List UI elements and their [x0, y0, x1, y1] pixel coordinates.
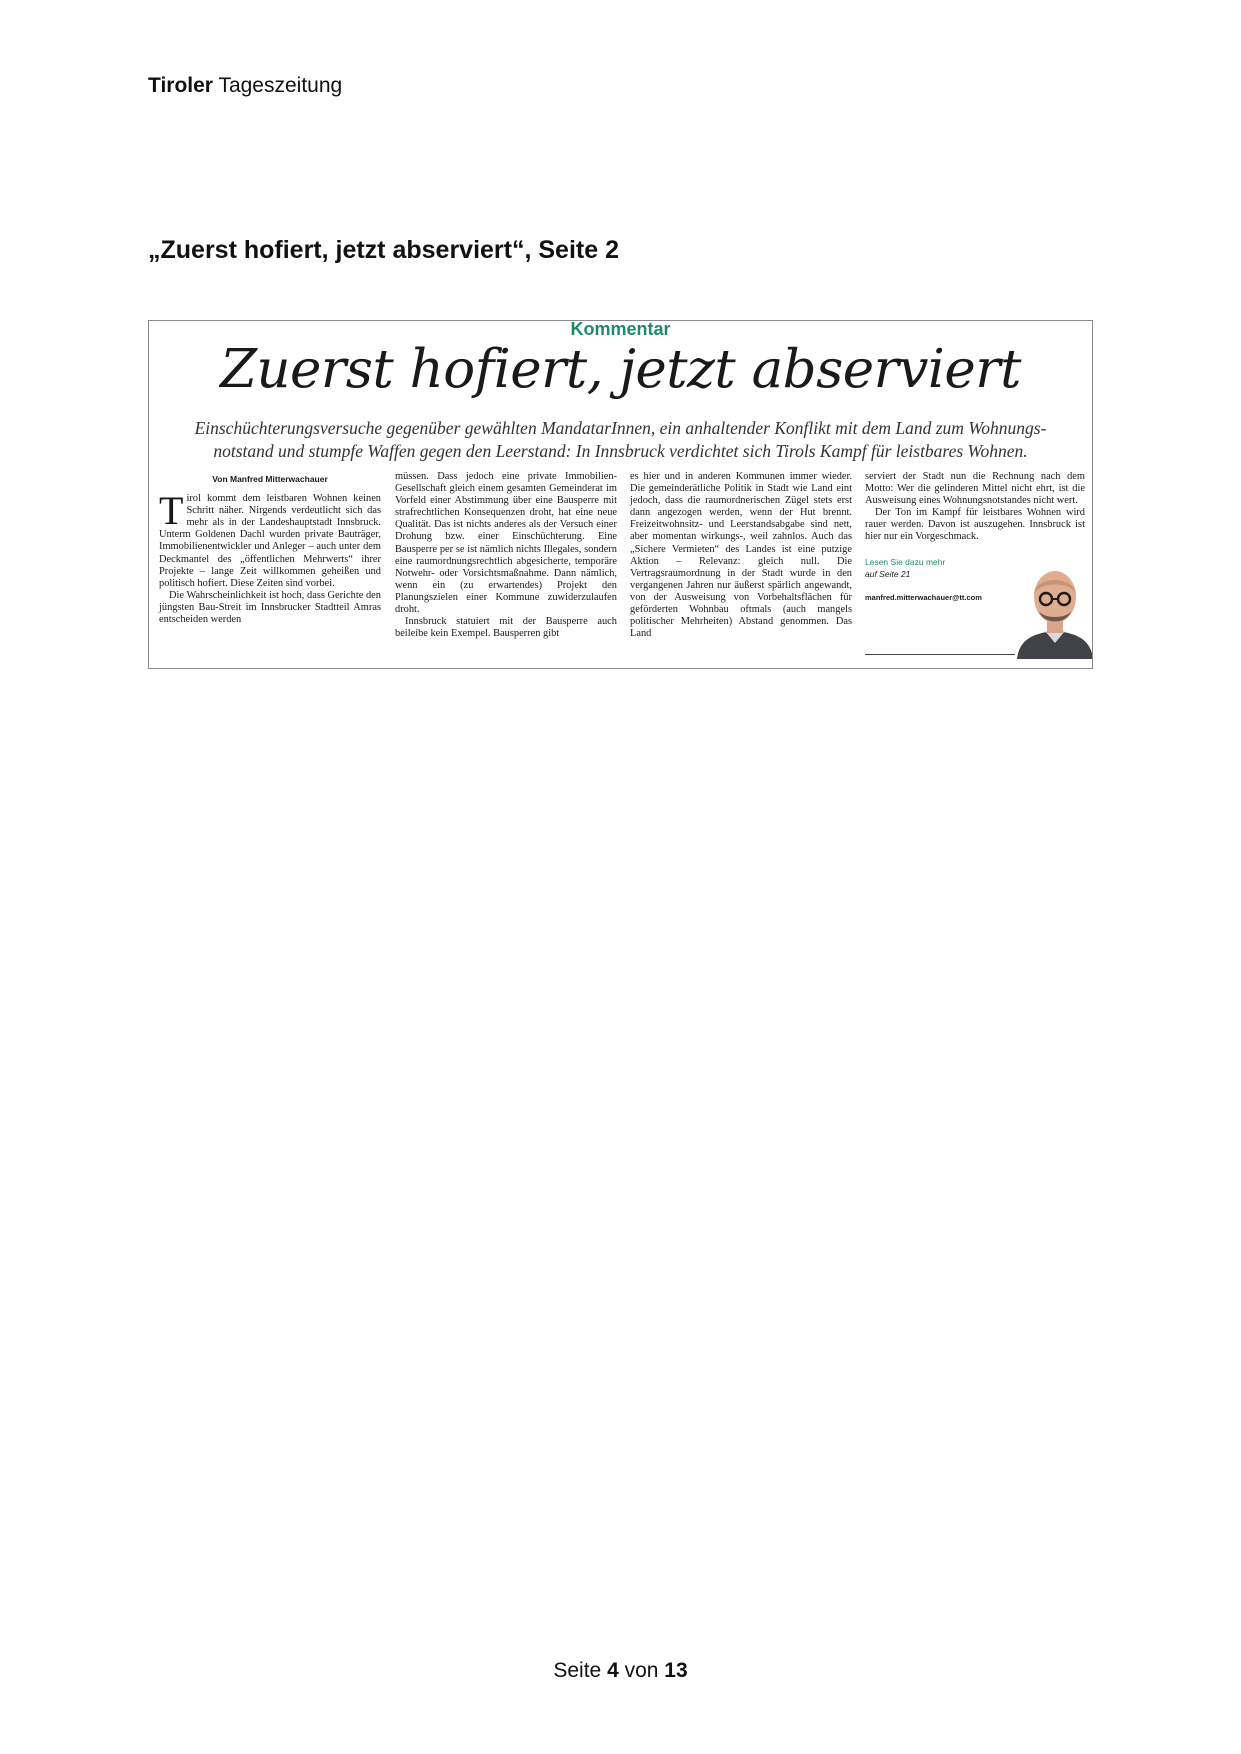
byline: Von Manfred Mitterwachauer — [212, 474, 328, 484]
masthead-brand-bold: Tiroler — [148, 74, 213, 97]
footer-prefix: Seite — [553, 1659, 602, 1682]
column-3-paragraph-1: es hier und in anderen Kommunen immer wieder. Die gemeinderätliche Politik in Stadt wie Land eint jedoch, dass die raumordnerischen Zügel stets erst dann angezogen werden, wenn der Hut brennt. Freizeitwohnsitz- und Leerstandsabgabe sind nett, aber momentan wirkungs-, weil zahnlos. Auch das „Sichere Vermieten“ des Landes ist eine putzige Aktion – Relevanz: gleich null. Die Vertragsraumordnung in der Stadt wurde in den vergangenen Jahren nur äußerst spärlich angewandt, von der Ausweisung von Vorbehaltsflächen für geförderten Wohnbau oftmals (auch mangels politischer Mehrheiten) Abstand genommen. Das Land — [630, 471, 852, 640]
page-headline: „Zuerst hofiert, jetzt abserviert“, Seite 2 — [148, 236, 619, 264]
article-lead — [159, 417, 1082, 463]
footer-current-page: 4 — [607, 1659, 619, 1682]
column-1-paragraph-2: Die Wahrscheinlichkeit ist hoch, dass Gerichte den jüngsten Bau-Streit im Innsbrucker Stadtteil Amras entscheiden werden — [159, 589, 381, 626]
column-1-paragraph-1-text: irol kommt dem leistbaren Wohnen keinen Schritt näher. Nirgends verdeutlicht sich das mehr als in der Landeshauptstadt Innsbruck. Unterm Goldenen Dachl wurden private Bauträger, Immobilienentwickler und Anleger – auch unter dem Deckmantel des „öffentlichen Mehrwerts“ ihrer Projekte – lange Zeit willkommen geheißen und politisch hofiert. Diese Zeiten sind vorbei. — [159, 493, 381, 589]
lead-line-1: Einschüchterungsversuche gegenüber gewählten MandatarInnen, ein anhaltender Konflikt mit dem Land zum Wohnungs- — [194, 418, 1047, 438]
footer-total-pages: 13 — [664, 1659, 688, 1682]
page-footer — [0, 1659, 1241, 1683]
article-column-2 — [395, 471, 617, 640]
masthead-brand-regular: Tageszeitung — [218, 74, 343, 97]
article-column-1 — [159, 471, 381, 626]
column-2-paragraph-2: Innsbruck statuiert mit der Bausperre auch beileibe kein Exempel. Bausperren gibt — [395, 616, 617, 640]
newspaper-masthead — [148, 74, 342, 98]
column-4-paragraph-2: Der Ton im Kampf für leistbares Wohnen wird rauer werden. Davon ist auszugehen. Innsbruck ist hier nur ein Vorgeschmack. — [865, 507, 1085, 543]
article-clipping — [148, 320, 1093, 669]
article-title: Zuerst hofiert, jetzt abserviert — [220, 339, 1021, 400]
read-more-page-ref: auf Seite 21 — [865, 568, 911, 579]
author-portrait — [1015, 561, 1093, 659]
column-1-paragraph-1 — [159, 488, 381, 590]
footer-middle: von — [624, 1659, 659, 1682]
article-column-3 — [630, 471, 852, 640]
column-4-paragraph-1: serviert der Stadt nun die Rechnung nach dem Motto: Wer die gelinderen Mittel nicht ehrt, ist die Ausweisung eines Wohnungsnotstandes nicht wert. — [865, 471, 1085, 507]
article-body — [159, 471, 1085, 663]
author-email: manfred.mitterwachauer@tt.com — [865, 592, 982, 602]
article-kicker: Kommentar — [570, 320, 671, 339]
column-2-paragraph-1: müssen. Dass jedoch eine private Immobilien-Gesellschaft gleich einem gesamten Gemeinderat im Vorfeld einer Abstimmung über eine Bausperre mit strafrechtlichen Konsequenzen droht, hat eine neue Qualität. Das ist nichts anderes als der Versuch einer Drohung bzw. einer Einschüchterung. Eine Bausperre per se ist nämlich nichts Illegales, sondern eine raumordnungsrechtlich abgesicherte, temporäre Notwehr- oder Vorsichtsmaßnahme. Dann nämlich, wenn ein (zu erwartendes) Projekt den Planungszielen einer Kommune zuwiderzulaufen droht. — [395, 471, 617, 616]
drop-cap: T — [159, 488, 184, 534]
lead-line-2: notstand und stumpfe Waffen gegen den Leerstand: In Innsbruck verdichtet sich Tirols Kampf für leistbares Wohnen. — [213, 441, 1028, 461]
read-more-label: Lesen Sie dazu mehr — [865, 556, 946, 567]
